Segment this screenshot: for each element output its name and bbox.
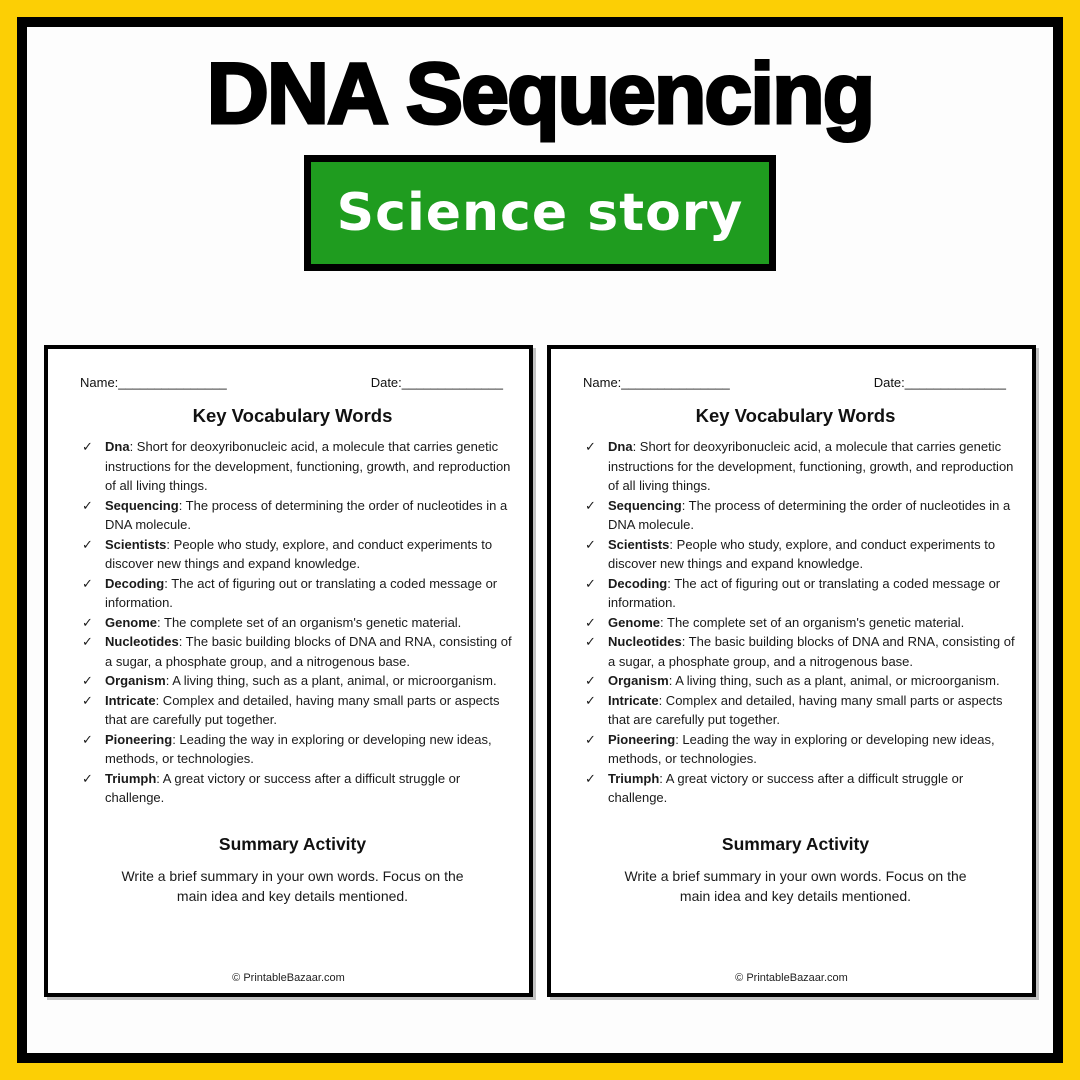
vocab-term: Dna	[608, 439, 633, 454]
name-field: Name:_______________	[80, 375, 227, 390]
vocab-term: Organism	[105, 673, 166, 688]
checkmark-icon: ✓	[585, 614, 596, 630]
vocab-definition: : A great victory or success after a difficult struggle or challenge.	[608, 770, 964, 805]
summary-instructions: Write a brief summary in your own words. Focus on the main idea and key details mentioned.	[624, 867, 967, 904]
vocab-term: Triumph	[105, 770, 157, 786]
vocab-definition: : People who study, explore, and conduct experiments to discover new things and expand knowledge.	[608, 536, 996, 571]
vocab-text	[608, 613, 1016, 633]
vocab-term: Pioneering	[105, 731, 173, 747]
checkmark-icon: ✓	[585, 439, 596, 454]
vocab-text	[608, 769, 1016, 808]
vocab-list	[72, 437, 513, 808]
page-title: DNA Sequencing	[206, 46, 874, 142]
vocab-text	[608, 730, 1016, 769]
vocab-definition: : The act of figuring out or translating a coded message or information.	[105, 575, 498, 610]
vocab-text	[608, 691, 1016, 730]
date-field: Date:______________	[873, 375, 1006, 390]
vocab-definition: : The basic building blocks of DNA and RNA, consisting of a sugar, a phosphate group, and a nitrogenous base.	[608, 634, 1015, 669]
vocab-list	[575, 437, 1016, 808]
vocab-definition: : The process of determining the order of nucleotides in a DNA molecule.	[608, 497, 1011, 532]
vocab-text	[105, 574, 513, 613]
vocab-definition: : Complex and detailed, having many small parts or aspects that are carefully put together.	[608, 692, 1003, 727]
vocab-definition: : A living thing, such as a plant, animal, or microorganism.	[165, 673, 497, 688]
vocab-text	[105, 535, 513, 574]
checkmark-icon: ✓	[585, 497, 596, 513]
checkmark-icon: ✓	[585, 692, 596, 708]
checkmark-icon: ✓	[82, 536, 93, 552]
vocab-text	[105, 769, 513, 808]
checkmark-icon: ✓	[82, 692, 93, 708]
summary-block	[72, 834, 513, 907]
vocab-term: Scientists	[105, 536, 167, 552]
banner-label: Science story	[336, 182, 744, 243]
summary-heading: Summary Activity	[721, 833, 870, 854]
copyright-footer: © PrintableBazaar.com	[232, 972, 345, 984]
vocab-text	[105, 691, 513, 730]
worksheet-page-1	[44, 345, 533, 997]
checkmark-icon: ✓	[82, 614, 93, 630]
vocab-item	[82, 496, 513, 535]
checkmark-icon: ✓	[585, 731, 596, 747]
vocab-text	[608, 632, 1016, 671]
vocab-text	[105, 437, 513, 496]
vocab-definition: : Complex and detailed, having many small parts or aspects that are carefully put together.	[105, 692, 500, 727]
checkmark-icon: ✓	[82, 731, 93, 747]
vocab-heading: Key Vocabulary Words	[192, 405, 393, 426]
vocab-term: Genome	[608, 614, 661, 630]
vocab-term: Intricate	[608, 692, 659, 708]
vocab-text	[105, 671, 513, 691]
summary-heading: Summary Activity	[218, 833, 367, 854]
category-banner	[304, 155, 776, 271]
vocab-item	[585, 613, 1016, 633]
vocab-text	[105, 632, 513, 671]
checkmark-icon: ✓	[585, 673, 596, 688]
vocab-definition: : People who study, explore, and conduct experiments to discover new things and expand knowledge.	[105, 536, 493, 571]
vocab-term: Intricate	[105, 692, 156, 708]
vocab-text	[608, 535, 1016, 574]
vocab-definition: : Short for deoxyribonucleic acid, a molecule that carries genetic instructions for the development, functioning, growth, and reproduction of all living things.	[608, 439, 1014, 493]
vocab-definition: : The complete set of an organism's genetic material.	[157, 614, 462, 630]
vocab-term: Nucleotides	[105, 634, 179, 649]
vocab-text	[608, 671, 1016, 691]
checkmark-icon: ✓	[82, 439, 93, 454]
vocab-item	[585, 632, 1016, 671]
checkmark-icon: ✓	[82, 497, 93, 513]
vocab-definition: : The process of determining the order of nucleotides in a DNA molecule.	[105, 497, 508, 532]
vocab-text	[608, 574, 1016, 613]
vocab-heading: Key Vocabulary Words	[695, 405, 896, 426]
worksheet-page-2	[547, 345, 1036, 997]
summary-instructions: Write a brief summary in your own words. Focus on the main idea and key details mentioned.	[121, 867, 464, 904]
vocab-term: Genome	[105, 614, 158, 630]
checkmark-icon: ✓	[82, 575, 93, 591]
vocab-term: Decoding	[608, 575, 668, 591]
vocab-term: Sequencing	[608, 497, 682, 513]
vocab-term: Pioneering	[608, 731, 676, 747]
date-field: Date:______________	[370, 375, 503, 390]
page-header	[575, 375, 1016, 390]
vocab-text	[608, 437, 1016, 496]
pages-row	[27, 345, 1053, 997]
vocab-item	[585, 671, 1016, 691]
vocab-item	[82, 574, 513, 613]
vocab-item	[82, 437, 513, 496]
vocab-term: Sequencing	[105, 497, 179, 513]
checkmark-icon: ✓	[585, 575, 596, 591]
vocab-definition: : Leading the way in exploring or developing new ideas, methods, or technologies.	[608, 731, 995, 766]
vocab-definition: : A great victory or success after a difficult struggle or challenge.	[105, 770, 461, 805]
vocab-item	[82, 769, 513, 808]
vocab-term: Nucleotides	[608, 634, 682, 649]
vocab-item	[585, 769, 1016, 808]
vocab-item	[585, 535, 1016, 574]
vocab-item	[585, 496, 1016, 535]
vocab-text	[608, 496, 1016, 535]
vocab-item	[82, 691, 513, 730]
checkmark-icon: ✓	[82, 770, 93, 786]
vocab-text	[105, 730, 513, 769]
vocab-item	[82, 671, 513, 691]
vocab-definition: : Leading the way in exploring or developing new ideas, methods, or technologies.	[105, 731, 492, 766]
vocab-definition: : A living thing, such as a plant, animal, or microorganism.	[668, 673, 1000, 688]
copyright-footer: © PrintableBazaar.com	[735, 972, 848, 984]
vocab-text	[105, 613, 513, 633]
vocab-term: Dna	[105, 439, 130, 454]
checkmark-icon: ✓	[585, 634, 596, 649]
vocab-item	[82, 613, 513, 633]
checkmark-icon: ✓	[585, 770, 596, 786]
name-field: Name:_______________	[583, 375, 730, 390]
inner-frame	[17, 17, 1063, 1063]
vocab-definition: : The complete set of an organism's genetic material.	[660, 614, 965, 630]
vocab-term: Organism	[608, 673, 669, 688]
vocab-item	[585, 691, 1016, 730]
vocab-definition: : The basic building blocks of DNA and RNA, consisting of a sugar, a phosphate group, and a nitrogenous base.	[105, 634, 512, 669]
vocab-item	[82, 535, 513, 574]
vocab-item	[585, 730, 1016, 769]
page-header	[72, 375, 513, 390]
vocab-definition: : The act of figuring out or translating a coded message or information.	[608, 575, 1001, 610]
checkmark-icon: ✓	[82, 673, 93, 688]
vocab-term: Decoding	[105, 575, 165, 591]
vocab-definition: : Short for deoxyribonucleic acid, a molecule that carries genetic instructions for the development, functioning, growth, and reproduction of all living things.	[105, 439, 511, 493]
vocab-text	[105, 496, 513, 535]
vocab-term: Triumph	[608, 770, 660, 786]
checkmark-icon: ✓	[82, 634, 93, 649]
vocab-item	[585, 437, 1016, 496]
vocab-item	[82, 632, 513, 671]
vocab-item	[585, 574, 1016, 613]
vocab-item	[82, 730, 513, 769]
checkmark-icon: ✓	[585, 536, 596, 552]
vocab-term: Scientists	[608, 536, 670, 552]
summary-block	[575, 834, 1016, 907]
